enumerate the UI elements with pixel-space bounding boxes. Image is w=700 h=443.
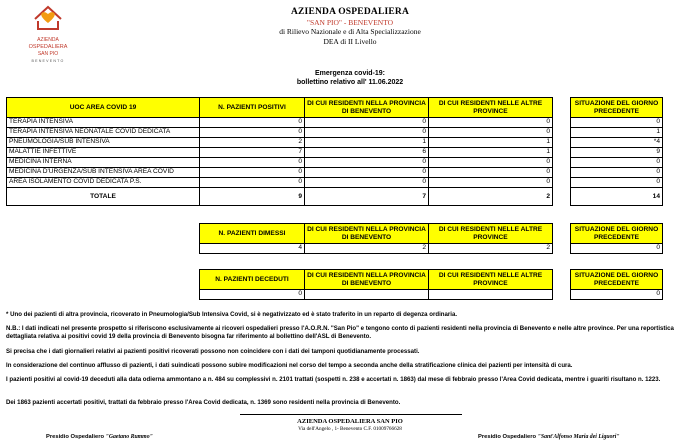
table-row-area: PNEUMOLOGIA/SUB INTENSIVA — [6, 137, 200, 148]
table-row-positive: 0 — [199, 117, 305, 128]
total-label: TOTALE — [6, 187, 200, 206]
discharged-header-count: N. PAZIENTI DIMESSI — [199, 223, 305, 244]
total-resident-bn: 7 — [304, 187, 429, 206]
footer-right-presidio — [478, 434, 620, 440]
table-row-area: MEDICINA D'URGENZA/SUB INTENSIVA AREA COVID — [6, 167, 200, 178]
table-row-positive: 0 — [199, 157, 305, 168]
table-row-area: TERAPIA INTENSIVA — [6, 117, 200, 128]
note-transfer: * Uno dei pazienti di altra provincia, ricoverato in Pneumologia/Sub Intensiva Covid, si è negativizzato ed è stato traferito in un reparto di degenza ordinaria. — [6, 311, 458, 318]
total-previous-day: 14 — [570, 187, 663, 206]
col-header-positive: N. PAZIENTI POSITIVI — [199, 97, 305, 118]
logo-text-benevento: BENEVENTO — [31, 59, 65, 63]
logo-text-azienda: AZIENDA — [37, 37, 59, 43]
table-row-resident-bn: 1 — [304, 137, 429, 148]
table-row-previous-day: 0 — [570, 157, 663, 168]
logo-text-ospedaliera: OSPEDALIERA — [28, 44, 68, 50]
table-row-previous-day: 0 — [570, 117, 663, 128]
table-row-other-province: 0 — [428, 127, 553, 138]
note-nb-disclaimer: N.B.: I dati indicati nel presente prospetto si riferiscono esclusivamente ai ricoveri ospedalieri presso l'A.O.R.N. "San Pio" e tengono conto di pazienti residenti nella provincia di Benevento e nelle altre province. Per una reportistica dettagliata relativa ai positivi covid 19 della provincia di Benevento bisogna far riferimento al bollettino dell'ASL di Benevento. — [6, 325, 674, 341]
hospital-logo — [22, 3, 74, 65]
table-row-resident-bn: 0 — [304, 157, 429, 168]
deceased-count: 0 — [199, 289, 305, 300]
note-resident-totals: Dei 1863 pazienti accertati positivi, trattati da febbraio presso l'Area Covid dedicata, n. 1369 sono residenti nella provincia di Benevento. — [6, 399, 401, 406]
table-row-area: MEDICINA INTERNA — [6, 157, 200, 168]
total-other-province: 2 — [428, 187, 553, 206]
house-heart-logo-icon — [31, 3, 65, 37]
table-row-positive: 7 — [199, 147, 305, 158]
logo-text-sanpio: SAN PIO — [37, 51, 59, 57]
note-data-changes: In considerazione del continuo afflusso di pazienti, i dati suindicati possono subire modificazioni nel corso del tempo a seconda anche della stratificazione clinica dei pazienti per intensità di cura. — [6, 362, 573, 369]
deceased-resident-bn — [304, 289, 429, 300]
table-row-resident-bn: 0 — [304, 167, 429, 178]
right-presidio-label: Presidio Ospedaliero — [478, 434, 536, 440]
note-deceased-totals: I pazienti positivi al covid-19 deceduti alla data odierna ammontano a n. 484 su complessivi n. 2101 trattati (sospetti n. 238 e accertati n. 1863) dal mese di febbraio presso l'Area Covid dedicata, mentre i guariti risultano n. 1223. — [6, 376, 661, 383]
table-row-previous-day: 1 — [570, 127, 663, 138]
footer-org-name: AZIENDA OSPEDALIERA SAN PIO — [297, 418, 403, 425]
table-row-other-province: 1 — [428, 137, 553, 148]
table-row-positive: 2 — [199, 137, 305, 148]
discharged-resident-bn: 2 — [304, 243, 429, 254]
table-row-other-province: 0 — [428, 117, 553, 128]
discharged-header-previous-day: SITUAZIONE DEL GIORNO PRECEDENTE — [570, 223, 663, 244]
table-row-resident-bn: 6 — [304, 147, 429, 158]
deceased-other-province — [428, 289, 553, 300]
table-row-resident-bn: 0 — [304, 117, 429, 128]
left-presidio-label: Presidio Ospedaliero — [46, 434, 104, 440]
table-row-resident-bn: 0 — [304, 177, 429, 188]
discharged-other-province: 2 — [428, 243, 553, 254]
table-row-other-province: 0 — [428, 157, 553, 168]
report-date: bollettino relativo all' 11.06.2022 — [296, 79, 404, 86]
table-row-other-province: 0 — [428, 167, 553, 178]
col-header-area: UOC AREA COVID 19 — [6, 97, 200, 118]
table-row-other-province: 1 — [428, 147, 553, 158]
table-row-positive: 0 — [199, 167, 305, 178]
table-row-previous-day: 0 — [570, 167, 663, 178]
table-row-positive: 0 — [199, 177, 305, 188]
footer-left-presidio — [46, 434, 153, 440]
table-row-resident-bn: 0 — [304, 127, 429, 138]
total-positive: 9 — [199, 187, 305, 206]
letterhead-title: AZIENDA OSPEDALIERA — [290, 7, 410, 17]
discharged-header-resident-bn: DI CUI RESIDENTI NELLA PROVINCIA DI BENEVENTO — [304, 223, 429, 244]
deceased-header-previous-day: SITUAZIONE DEL GIORNO PRECEDENTE — [570, 269, 663, 290]
table-row-previous-day: 9 — [570, 147, 663, 158]
deceased-header-count: N. PAZIENTI DECEDUTI — [199, 269, 305, 290]
report-title: Emergenza covid-19: — [314, 70, 386, 77]
footer-divider — [240, 414, 462, 415]
col-header-other-province: DI CUI RESIDENTI NELLE ALTRE PROVINCE — [428, 97, 553, 118]
table-row-previous-day: 0 — [570, 177, 663, 188]
table-row-other-province: 0 — [428, 177, 553, 188]
letterhead-hospital-name: "SAN PIO" - BENEVENTO — [306, 17, 394, 27]
table-row-area: AREA ISOLAMENTO COVID DEDICATA P.S. — [6, 177, 200, 188]
footer-address-block — [200, 418, 500, 433]
col-header-resident-bn: DI CUI RESIDENTI NELLA PROVINCIA DI BENEVENTO — [304, 97, 429, 118]
table-row-previous-day: *4 — [570, 137, 663, 148]
deceased-previous-day: 0 — [570, 289, 663, 300]
table-row-positive: 0 — [199, 127, 305, 138]
discharged-previous-day: 0 — [570, 243, 663, 254]
col-header-previous-day: SITUAZIONE DEL GIORNO PRECEDENTE — [570, 97, 663, 118]
letterhead-dea-level: DEA di II Livello — [323, 36, 377, 46]
discharged-count: 4 — [199, 243, 305, 254]
left-presidio-name: "Gaetano Rummo" — [105, 434, 153, 440]
table-row-area: TERAPIA INTENSIVA NEONATALE COVID DEDICATA — [6, 127, 200, 138]
footer-address: Via dell'Angelo , 1- Benevento C.F. 01009766628 — [298, 425, 402, 432]
note-swab-mismatch: Si precisa che i dati giornalieri relativi ai pazienti positivi ricoverati possono non coincidere con i dati dei tamponi quotidianamente processati. — [6, 348, 420, 355]
report-title-block — [200, 69, 500, 87]
letterhead — [200, 8, 500, 46]
discharged-header-other-province: DI CUI RESIDENTI NELLE ALTRE PROVINCE — [428, 223, 553, 244]
right-presidio-name: "Sant'Alfonso Maria dei Liguori" — [537, 434, 620, 440]
table-row-area: MALATTIE INFETTIVE — [6, 147, 200, 158]
deceased-header-resident-bn: DI CUI RESIDENTI NELLA PROVINCIA DI BENEVENTO — [304, 269, 429, 290]
deceased-header-other-province: DI CUI RESIDENTI NELLE ALTRE PROVINCE — [428, 269, 553, 290]
letterhead-qualification: di Rilievo Nazionale e di Alta Specializzazione — [279, 27, 421, 37]
